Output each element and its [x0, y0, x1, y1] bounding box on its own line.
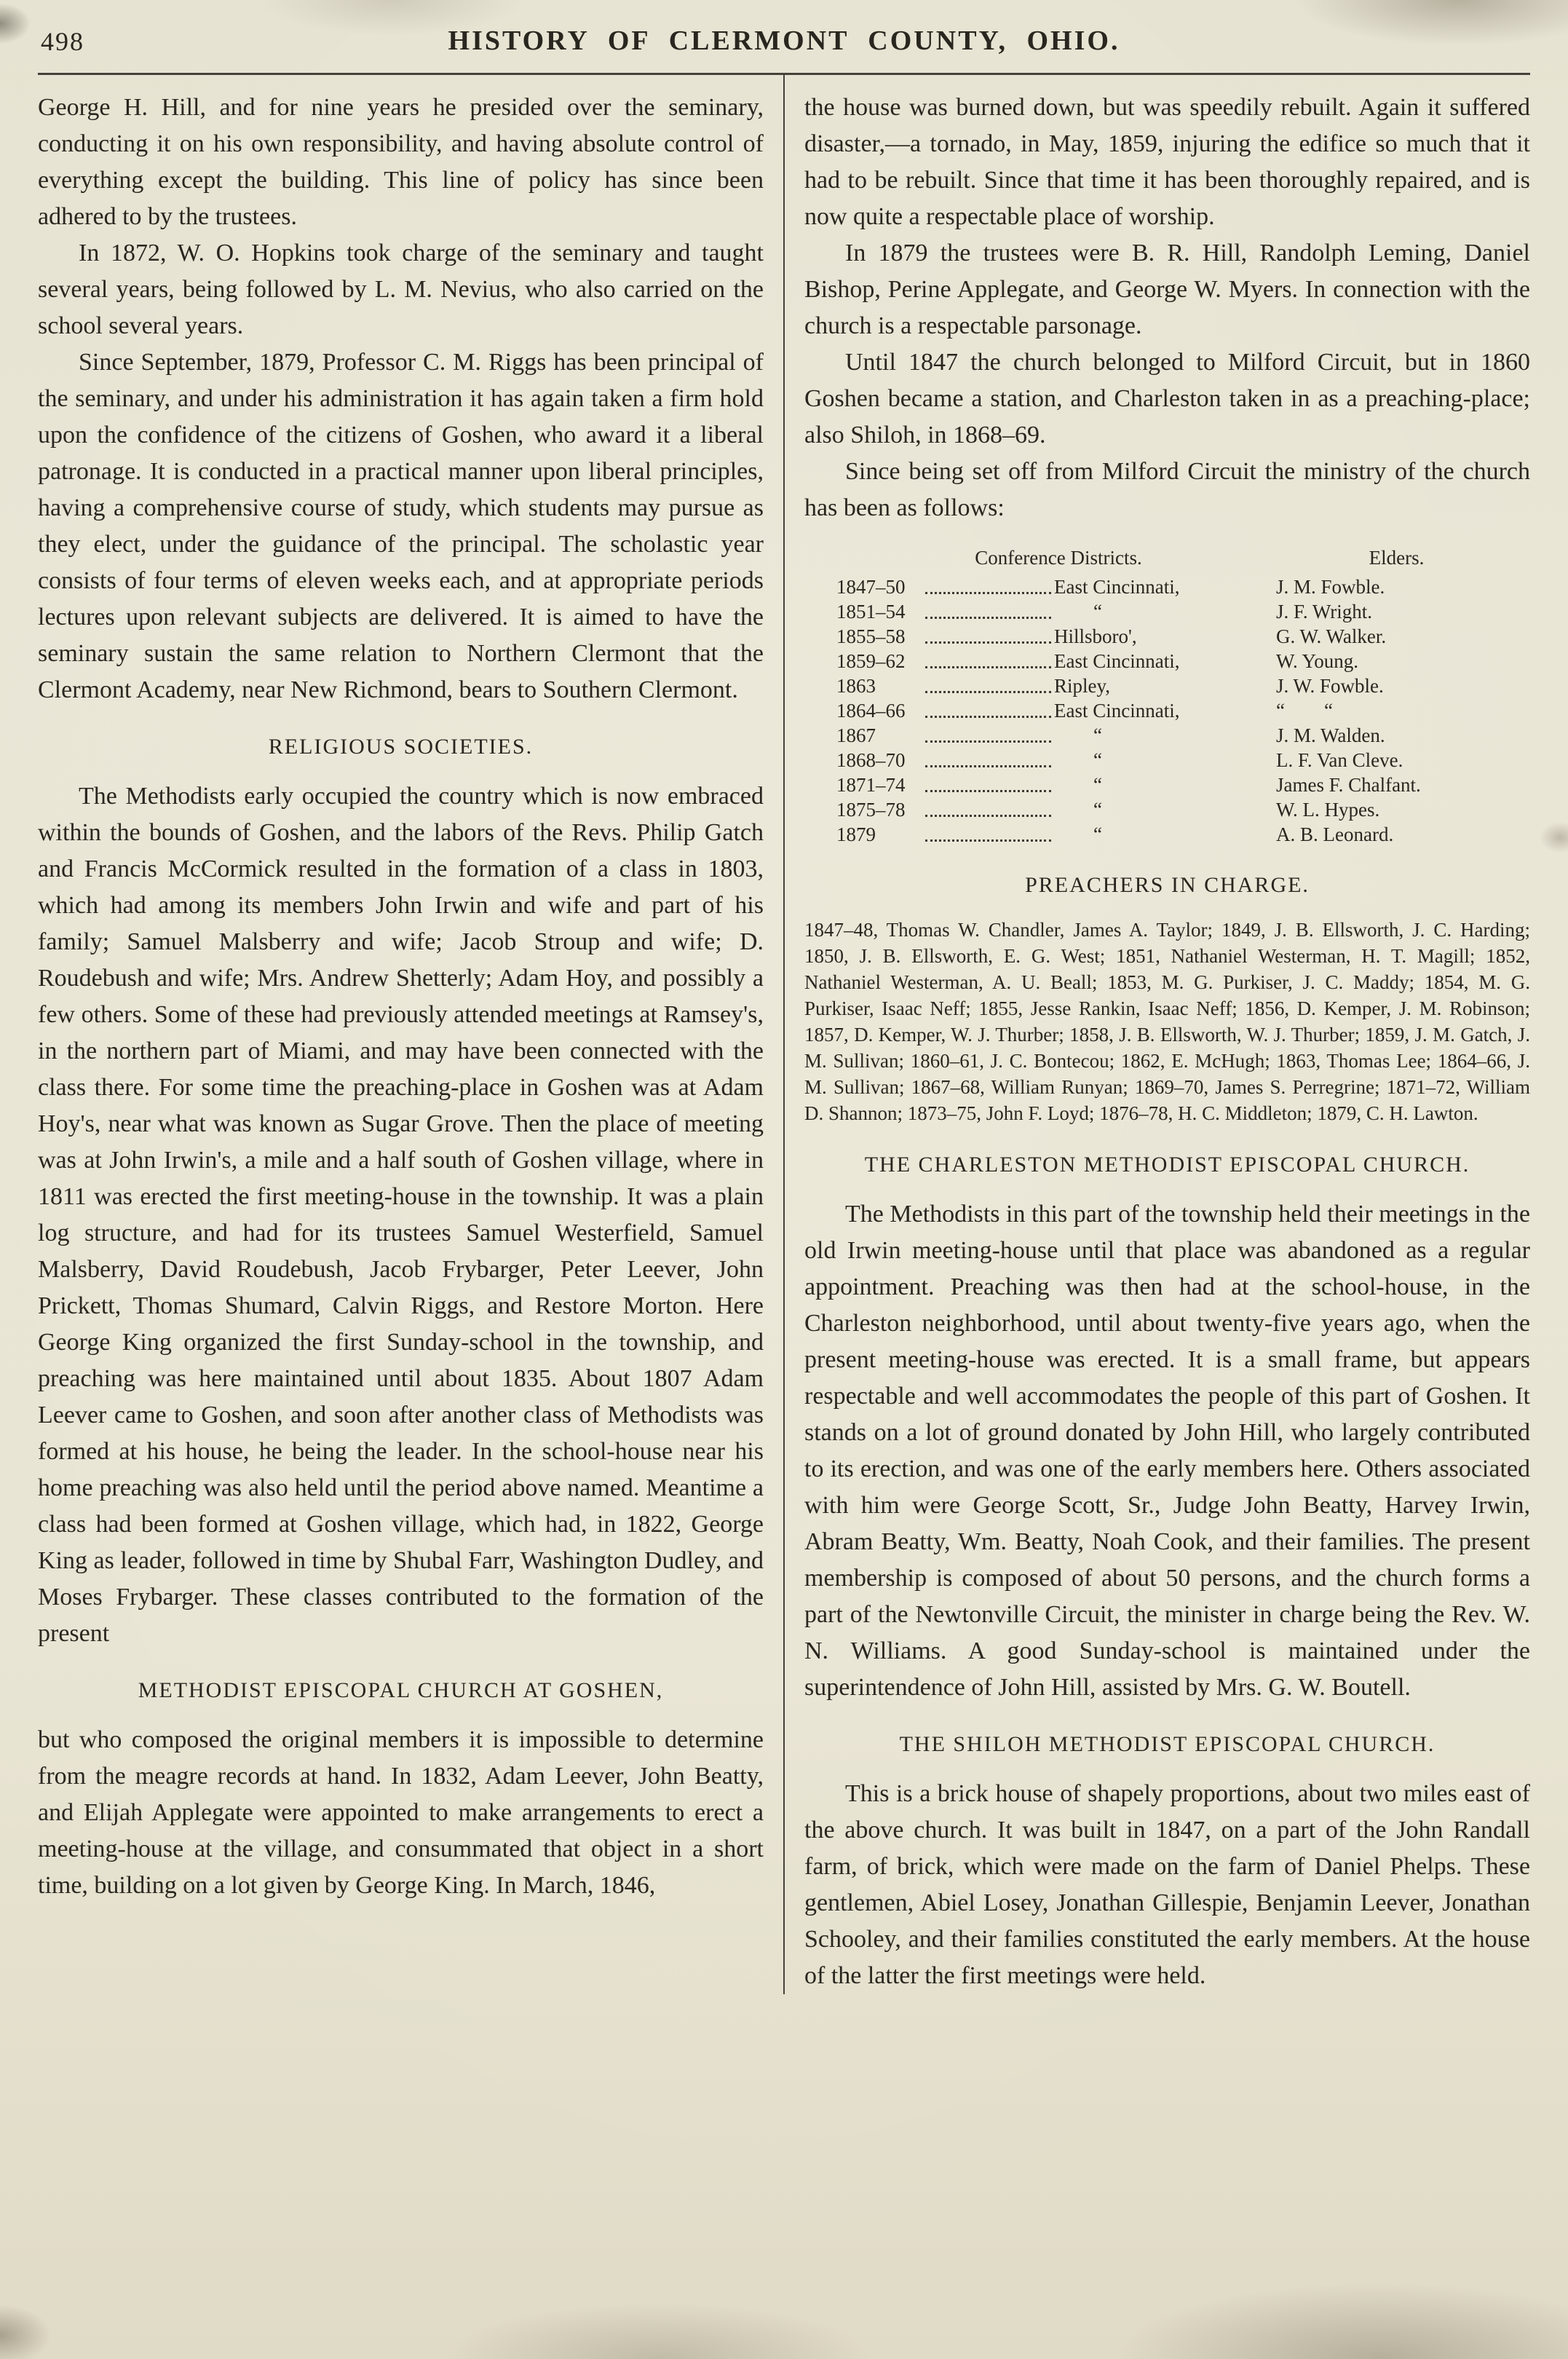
- dotted-leader: [925, 822, 1051, 842]
- paragraph-methodists-history: The Methodists early occupied the country which is now embraced within the bounds of Goshen, and the labors of the Revs. Philip Gatch and Francis McCormick resulted in the formation of a class in 1803, which had among its members John Irwin and wife and part of his family; Samuel Malsberry and wife; Jacob Stroup and wife; D. Roudebush and wife; Mrs. Andrew Shetterly; Adam Hoy, and possibly a few others. Some of these had previously attended meetings at Ramsey's, in the northern part of Miami, and may have been connected with the class there. For some time the preaching-place in Goshen was at Adam Hoy's, near what was known as Sugar Grove. Then the place of meeting was at John Irwin's, a mile and a half south of Goshen village, where in 1811 was erected the first meeting-house in the township. It was a plain log structure, and had for its trustees Samuel Westerfield, Samuel Malsberry, David Roudebush, Jacob Frybarger, Peter Leever, John Prickett, Thomas Shumard, Calvin Riggs, and Restore Morton. Here George King organized the first Sunday-school in the township, and preaching was here maintained until about 1835. About 1807 Adam Leever came to Goshen, and soon after another class of Methodists was formed at his house, he being the leader. In the school-house near his home preaching was also held until the period above named. Meantime a class had been formed at Goshen village, which had, in 1822, George King as leader, followed in time by Shubal Farr, Washington Dudley, and Moses Frybarger. These classes contributed to the formation of the present: [38, 783, 764, 1647]
- dotted-leader: [925, 673, 1051, 693]
- elders-table-row: [836, 574, 1513, 599]
- dotted-leader: [925, 797, 1051, 817]
- row-district: East Cincinnati,: [1054, 576, 1180, 598]
- dotted-leader: [925, 599, 1051, 619]
- dotted-leader: [925, 698, 1051, 718]
- elders-table-row: [836, 599, 1513, 624]
- row-district: “: [1054, 774, 1102, 796]
- row-elder: W. L. Hypes.: [1276, 799, 1380, 821]
- elders-table-row: [836, 673, 1513, 698]
- row-district: “: [1054, 724, 1102, 746]
- row-district: East Cincinnati,: [1054, 650, 1180, 672]
- row-district: Ripley,: [1054, 675, 1110, 697]
- row-elder: G. W. Walker.: [1276, 625, 1387, 647]
- dotted-leader: [925, 624, 1051, 644]
- paragraph-ministry-intro: Since being set off from Milford Circuit the ministry of the church has been as follows:: [804, 458, 1530, 521]
- elders-table-row: [836, 748, 1513, 772]
- paragraph-riggs: Since September, 1879, Professor C. M. Riggs has been principal of the seminary, and under his administration it has again taken a firm hold upon the confidence of the citizens of Goshen, who award it a liberal patronage. It is conducted in a practical manner upon liberal principles, having a comprehensive course of study, which students may pursue as they elect, under the guidance of the principal. The scholastic year consists of four terms of eleven weeks each, and at appropriate periods lectures upon relevant subjects are delivered. It is aimed to have the seminary sustain the same relation to Northern Clermont that the Clermont Academy, near New Richmond, bears to Southern Clermont.: [38, 349, 764, 703]
- elders-table-row: [836, 797, 1513, 822]
- paragraph-goshen-church: but who composed the original members it is impossible to determine from the meagre records at hand. In 1832, Adam Leever, John Beatty, and Elijah Applegate were appointed to make arrangements to erect a meeting-house at the village, and consummated that object in a short time, building on a lot given by George King. In March, 1846,: [38, 1726, 764, 1899]
- elders-table: [836, 545, 1513, 847]
- elders-header: Elders.: [1369, 547, 1425, 569]
- row-years: 1859–62: [836, 650, 906, 672]
- dotted-leader: [925, 772, 1051, 792]
- row-elder: J. M. Fowble.: [1276, 576, 1385, 598]
- row-district: “: [1054, 823, 1102, 845]
- row-elder: James F. Chalfant.: [1276, 774, 1421, 796]
- elders-table-row: [836, 822, 1513, 847]
- row-years: 1879: [836, 823, 876, 845]
- left-column: [38, 73, 784, 1994]
- paragraph-preachers-list: 1847–48, Thomas W. Chandler, James A. Taylor; 1849, J. B. Ellsworth, J. C. Harding; 1850, J. B. Ellsworth, E. G. West; 1851, Nathaniel Westerman, H. T. Magill; 1852, Nathaniel Westerman, A. U. Beall; 1853, M. G. Purkiser, J. C. Maddy; 1854, M. G. Purkiser, Isaac Neff; 1855, Jesse Rankin, Isaac Neff; 1856, D. Kemper, J. M. Robinson; 1857, D. Kemper, W. J. Thurber; 1858, J. B. Ellsworth, W. J. Thurber; 1859, J. M. Gatch, J. M. Sullivan; 1860–61, J. C. Bontecou; 1862, E. McHugh; 1863, Thomas Lee; 1864–66, J. M. Sullivan; 1867–68, William Runyan; 1869–70, James S. Perregrine; 1871–72, William D. Shannon; 1873–75, John F. Loyd; 1876–78, H. C. Middleton; 1879, C. H. Lawton.: [804, 919, 1530, 1124]
- dotted-leader: [925, 649, 1051, 668]
- row-district: Hillsboro',: [1054, 625, 1137, 647]
- elders-table-row: [836, 772, 1513, 797]
- paragraph-charleston-church: The Methodists in this part of the township held their meetings in the old Irwin meeting-house until that place was abandoned as a regular appointment. Preaching was then had at the school-house, in the Charleston neighborhood, until about twenty-five years ago, when the present meeting-house was erected. It is a small frame, but appears respectable and well accommodates the people of this part of Goshen. It stands on a lot of ground donated by John Hill, who largely contributed to its erection, and was one of the early members here. Others associated with him were George Scott, Sr., Judge John Beatty, Harvey Irwin, Abram Beatty, Wm. Beatty, Noah Cook, and their families. The present membership is composed of about 50 persons, and the church forms a part of the Newtonville Circuit, the minister in charge being the Rev. W. N. Williams. A good Sunday-school is maintained under the superintendence of John Hill, assisted by Mrs. G. W. Boutell.: [804, 1201, 1530, 1701]
- row-years: 1867: [836, 724, 876, 746]
- dotted-leader: [925, 574, 1051, 594]
- row-elder: “ “: [1276, 700, 1333, 722]
- row-years: 1875–78: [836, 799, 906, 821]
- row-district: “: [1054, 799, 1102, 821]
- row-years: 1864–66: [836, 700, 906, 722]
- row-years: 1868–70: [836, 749, 906, 771]
- row-years: 1847–50: [836, 576, 906, 598]
- heading-methodist-episcopal-church-goshen: METHODIST EPISCOPAL CHURCH AT GOSHEN,: [138, 1678, 664, 1702]
- row-elder: A. B. Leonard.: [1276, 823, 1394, 845]
- heading-preachers-in-charge: PREACHERS IN CHARGE.: [1025, 873, 1310, 897]
- row-elder: L. F. Van Cleve.: [1276, 749, 1403, 771]
- row-elder: W. Young.: [1276, 650, 1359, 672]
- page-number: 498: [41, 27, 84, 56]
- paragraph-milford-circuit: Until 1847 the church belonged to Milford Circuit, but in 1860 Goshen became a station, and Charleston taken in as a preaching-place; also Shiloh, in 1868–69.: [804, 349, 1530, 449]
- row-district: “: [1054, 601, 1102, 623]
- row-years: 1851–54: [836, 601, 906, 623]
- heading-religious-societies: RELIGIOUS SOCIETIES.: [268, 735, 534, 759]
- page-header: [38, 20, 1530, 63]
- paragraph-trustees-1879: In 1879 the trustees were B. R. Hill, Randolph Leming, Daniel Bishop, Perine Applegate, and George W. Myers. In connection with the church is a respectable parsonage.: [804, 240, 1530, 339]
- row-district: East Cincinnati,: [1054, 700, 1180, 722]
- paragraph-hopkins: In 1872, W. O. Hopkins took charge of the seminary and taught several years, being followed by L. M. Nevius, who also carried on the school several years.: [38, 240, 764, 339]
- paragraph-shiloh-church: This is a brick house of shapely proportions, about two miles east of the above church. It was built in 1847, on a part of the John Randall farm, of brick, which were made on the farm of Daniel Phelps. These gentlemen, Abiel Losey, Jonathan Gillespie, Benjamin Leever, Jonathan Schooley, and their families constituted the early members. At the house of the latter the first meetings were held.: [804, 1780, 1530, 1989]
- elders-table-row: [836, 698, 1513, 723]
- row-district: “: [1054, 749, 1102, 771]
- row-elder: J. W. Fowble.: [1276, 675, 1384, 697]
- elders-table-row: [836, 723, 1513, 748]
- row-elder: J. M. Walden.: [1276, 724, 1385, 746]
- paragraph-seminary-continuation: George H. Hill, and for nine years he presided over the seminary, conducting it on his own responsibility, and having absolute control of everything except the building. This line of policy has since been adhered to by the trustees.: [38, 94, 764, 230]
- elders-table-header: [836, 545, 1513, 570]
- text-columns: [38, 73, 1530, 1994]
- paragraph-house-burned: the house was burned down, but was speedily rebuilt. Again it suffered disaster,—a tornado, in May, 1859, injuring the edifice so much that it had to be rebuilt. Since that time it has been thoroughly repaired, and is now quite a respectable place of worship.: [804, 94, 1530, 230]
- row-years: 1863: [836, 675, 876, 697]
- right-column: [784, 73, 1530, 1994]
- elders-table-row: [836, 649, 1513, 673]
- elders-table-body: [836, 574, 1513, 847]
- row-years: 1871–74: [836, 774, 906, 796]
- running-title: HISTORY OF CLERMONT COUNTY, OHIO.: [448, 25, 1120, 56]
- conference-districts-header: Conference Districts.: [975, 547, 1142, 569]
- elders-table-row: [836, 624, 1513, 649]
- dotted-leader: [925, 723, 1051, 743]
- heading-charleston-church: THE CHARLESTON METHODIST EPISCOPAL CHURCH.: [864, 1153, 1470, 1177]
- row-years: 1855–58: [836, 625, 906, 647]
- dotted-leader: [925, 748, 1051, 767]
- row-elder: J. F. Wright.: [1276, 601, 1373, 623]
- heading-shiloh-church: THE SHILOH METHODIST EPISCOPAL CHURCH.: [899, 1732, 1436, 1756]
